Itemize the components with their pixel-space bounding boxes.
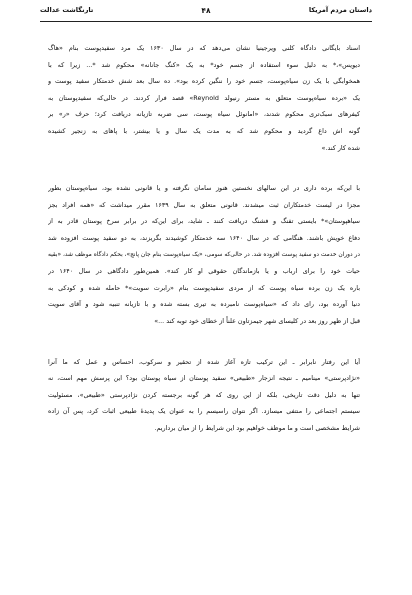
paragraph-1 xyxy=(48,40,360,156)
header-rule xyxy=(40,21,372,22)
text-line: باره یک زن برده سیاه پوست که از مردی سفیدپوست بنام «رابرت سویت»* حامله شده و کودکی به xyxy=(48,283,360,292)
paragraph-2 xyxy=(48,180,360,329)
text-line: «نژادپرستی» مینامیم ـ نتیجه انزجار «طبیعی» سفید پوستان از سیاه پوستان بود؟ این پرسش مهم است، نه xyxy=(48,374,360,383)
text-line: یک «برده سیاه‌پوست متعلق به مستر رنیولد Reynold» قصد فرار کردند. در حالی‌که سفیدپوستان به xyxy=(48,93,360,102)
text-line: آیا این رفتار نابرابر ـ این ترکیب تازه آغاز شده از تحقیر و سرکوب، احساس و عمل که ما آنرا xyxy=(48,357,360,366)
text-line: دفاع خویش باشند. هنگامی که در سال ۱۶۴۰ سه خدمتکار کوشیدند بگریزند، به دو سفید پوست افزوده شد xyxy=(48,233,360,242)
text-line: گونه اش داغ گردید و محکوم شد که به مدت یک سال و یا بیشتر، با پاهای به زنجیر کشیده xyxy=(48,126,360,135)
page-header xyxy=(40,6,372,20)
text-line: شده کار کند.» xyxy=(321,143,360,152)
text-line: دیویس»،* به دلیل سوء استفاده از جسم خود* به یک «کنگ جانانه» محکوم شد *... زیرا که با xyxy=(48,60,360,69)
text-line: قبل از ظهر روز بعد در کلیسای شهر جیمزتاون علناً از خطای خود توبه کند ...» xyxy=(154,316,360,325)
text-line: مجزا در لیست خدمتکاران ثبت میشدند. قانونی متعلق به سال ۱۶۳۹ مقرر میداشت که «همه افراد بجز xyxy=(48,200,360,209)
text-line: تنها به دلیل دقت تاریخی، بلکه از این روی که هر گونه برجسته کردن نژادپرستی «طبیعی»، مسئولیت xyxy=(48,390,360,399)
text-line: سیاهپوستان»* بایستی تفنگ و فشنگ دریافت کنند ـ شاید، برای این‌که در برابر سرخ پوستان قادر به از xyxy=(48,217,360,226)
paragraph-3 xyxy=(48,354,360,437)
document-body xyxy=(48,40,360,436)
text-line: با این‌که برده داری در این سالهای نخستین هنوز سامان نگرفته و یا قانونی نشده بود، سیاه‌پوستان بطور xyxy=(48,184,360,193)
book-title: داستان مردم آمریکا xyxy=(308,6,372,14)
text-line: اسناد بایگانی دادگاه کلنی ویرجینیا نشان می‌دهد که در سال ۱۶۳۰ یک مرد سفیدپوست بنام «هاگ xyxy=(48,44,360,52)
text-line: همخوابگی با یک زن سیاه‌پوست، جسم خود را ننگین کرده بود». ده سال بعد شش خدمتکار سفید پوست و xyxy=(48,77,360,86)
text-line: دنیا آورده بود، رای داد که «سیاه‌پوست نامبرده به تیری بسته شده و با تازیانه تنبیه شود و آقای سویت xyxy=(48,300,360,309)
text-line: حیات خود را برای ارباب و یا بازماندگان حقوقی او کار کند». همین‌طور دادگاهی در سال ۱۶۴۰ در xyxy=(48,267,360,276)
text-line: در دوران خدمت دو سفید پوست افزوده شد. در حالی‌که سومی، «یک سیاه‌پوست بنام جان پانچ»، بحکم دادگاه موظف شد، «بقیه xyxy=(48,251,360,258)
text-line: کیفرهای سبک‌تری محکوم شدند، «امانوئل سیاه پوست، سی ضربه تازیانه دریافت کرد؛ حرف «ر» بر xyxy=(48,110,360,119)
text-line: سیستم اجتماعی را منتفی میسازد. اگر نتوان راسیسم را به عنوان یک پدیدهٔ طبیعی اثبات کرد، پس آن زاده xyxy=(48,407,360,416)
page-number: ۴۸ xyxy=(201,6,211,15)
text-line: شرایط مشخصی است و ما موظف خواهیم بود این شرایط را از میان برداریم. xyxy=(154,423,360,432)
chapter-title: تارنگاشت عدالت xyxy=(40,6,94,14)
